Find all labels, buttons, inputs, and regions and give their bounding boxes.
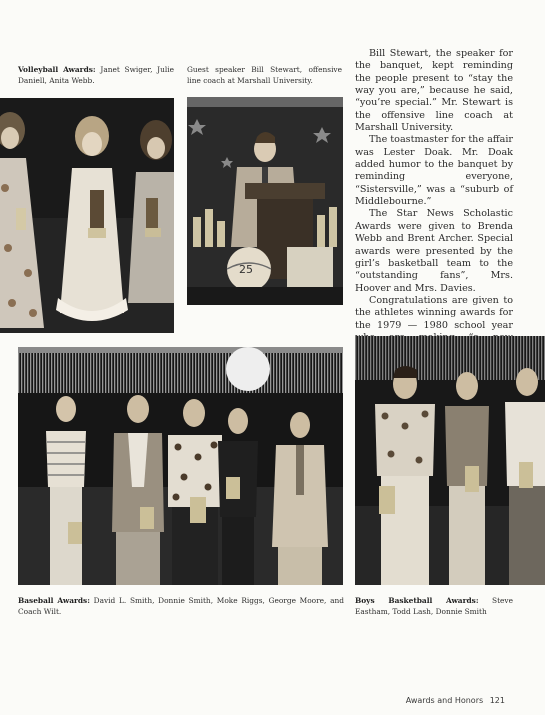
baseball-caption xyxy=(18,596,344,617)
footer-section: Awards and Honors xyxy=(405,696,484,705)
boys-basketball-photo xyxy=(355,336,545,585)
article-paragraph: Bill Stewart, the speaker for the banquet, kept reminding the people present to “stay the way you are,” because he said, “you’re special.” Mr. Stewart is the offensive line coach at Marshall University. xyxy=(355,48,513,134)
speaker-caption-text: Guest speaker Bill Stewart, offensive line coach at Marshall University. xyxy=(187,65,342,85)
volleyball-caption-text: Janet Swiger, Julie Daniell, Anita Webb. xyxy=(18,65,174,85)
banner-number: 25 xyxy=(239,263,253,276)
speaker-caption xyxy=(187,65,342,86)
speaker-photo xyxy=(187,97,343,305)
volleyball-caption-label: Volleyball Awards: xyxy=(18,65,96,74)
baseball-photo xyxy=(18,347,343,585)
boys-basketball-caption xyxy=(355,596,513,617)
boys-basketball-caption-label: Boys Basketball Awards: xyxy=(355,596,479,605)
volleyball-caption xyxy=(18,65,174,86)
boys-basketball-caption-text: Steve Eastham, Todd Lash, Donnie Smith xyxy=(355,596,513,616)
baseball-caption-text: David L. Smith, Donnie Smith, Moke Riggs, George Moore, and Coach Wilt. xyxy=(18,596,344,616)
article-paragraph: Congratulations are given to the athletes winning awards for the 1979 — 1980 school year xyxy=(355,294,513,331)
page-footer xyxy=(406,696,505,705)
baseball-caption-label: Baseball Awards: xyxy=(18,596,90,605)
article-paragraph: The Star News Scholastic Awards were given to Brenda Webb and Brent Archer. Special awards were presented by the girl’s basketball team to the “outstanding fans”, Mrs. Hoover and Mrs. Davies. xyxy=(355,208,513,294)
volleyball-photo xyxy=(0,98,174,333)
article-text xyxy=(355,48,513,357)
footer-page-number: 121 xyxy=(489,696,505,705)
article-paragraph: The toastmaster for the affair was Lester Doak. Mr. Doak added humor to the banquet by reminding everyone, “Sistersville,” was a “suburb of Middlebourne.” xyxy=(355,134,513,208)
